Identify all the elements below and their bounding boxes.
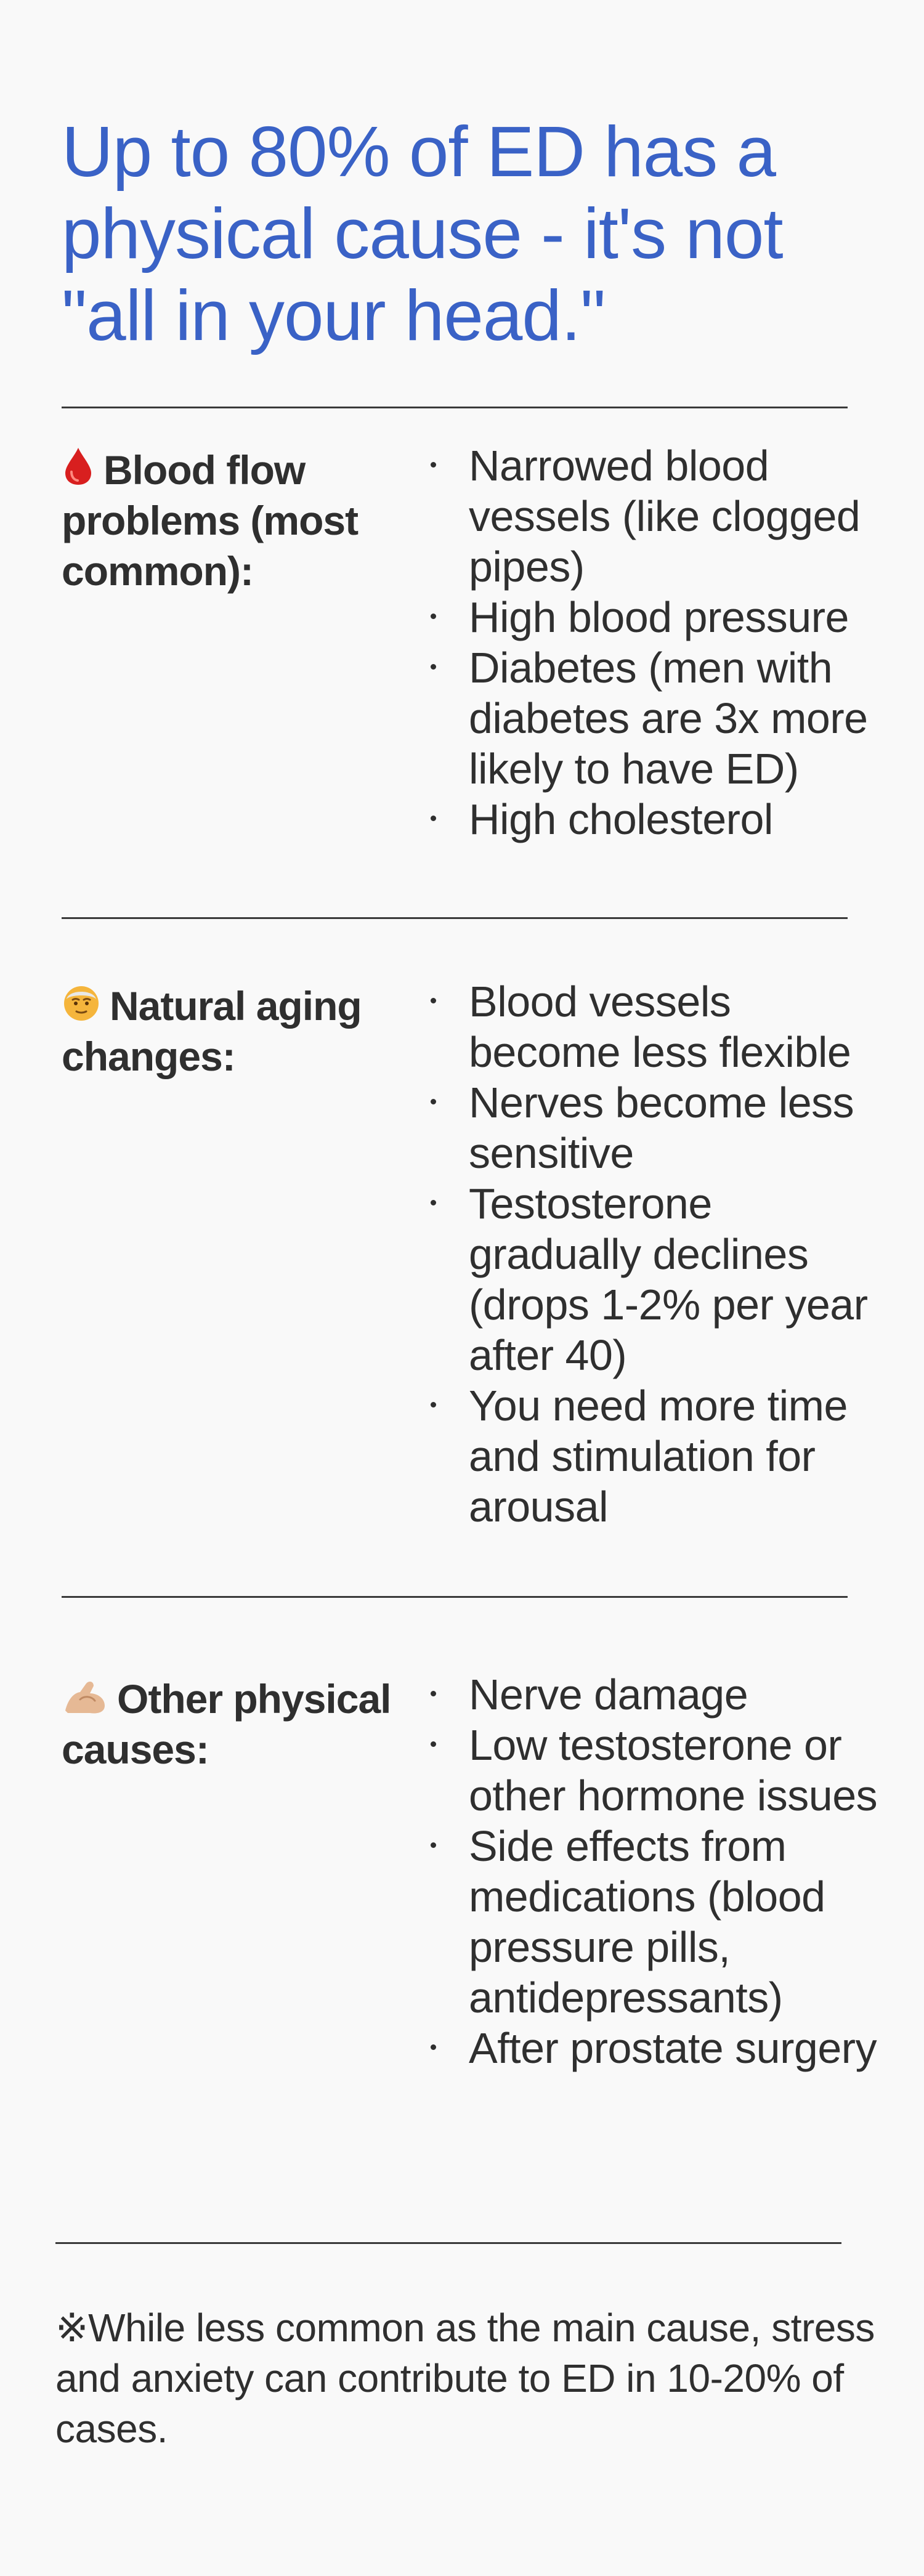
list-item: Narrowed blood vessels (like clogged pipes) — [423, 440, 878, 592]
list-item: You need more time and stimulation for arousal — [423, 1380, 878, 1532]
list-item: Blood vessels become less flexible — [423, 976, 878, 1077]
list-item: Testosterone gradually declines (drops 1-2% per year after 40) — [423, 1178, 878, 1380]
section-title-label: Blood flow problems (most common): — [62, 447, 359, 594]
flexed-biceps-icon — [62, 1679, 108, 1715]
section-title-label: Natural aging changes: — [62, 983, 362, 1079]
list-item: Diabetes (men with diabetes are 3x more likely to have ED) — [423, 642, 878, 794]
bullet-list-other-causes — [423, 1669, 878, 2073]
bullet-list-aging — [423, 976, 878, 1532]
older-man-face-icon — [62, 983, 101, 1023]
footnote: ※While less common as the main cause, stress and anxiety can contribute to ED in 10-20% of cases. — [55, 2306, 875, 2451]
bullet-list-blood-flow — [423, 440, 878, 844]
blood-drop-icon — [62, 446, 95, 487]
divider — [55, 2242, 841, 2244]
list-item: Low testosterone or other hormone issues — [423, 1720, 878, 1821]
divider — [62, 1596, 848, 1598]
section-title-label: Other physical causes: — [62, 1676, 391, 1772]
list-item: Nerves become less sensitive — [423, 1077, 878, 1178]
list-item: High blood pressure — [423, 592, 878, 642]
list-item: After prostate surgery — [423, 2023, 878, 2073]
list-item: High cholesterol — [423, 794, 878, 844]
section-title-blood-flow — [62, 445, 407, 596]
list-item: Nerve damage — [423, 1669, 878, 1720]
section-title-other-causes — [62, 1674, 407, 1775]
headline: Up to 80% of ED has a physical cause - it's not "all in your head." — [62, 111, 783, 355]
divider — [62, 407, 848, 408]
list-item: Side effects from medications (blood pressure pills, antidepressants) — [423, 1821, 878, 2023]
divider — [62, 917, 848, 919]
section-title-aging — [62, 981, 407, 1082]
